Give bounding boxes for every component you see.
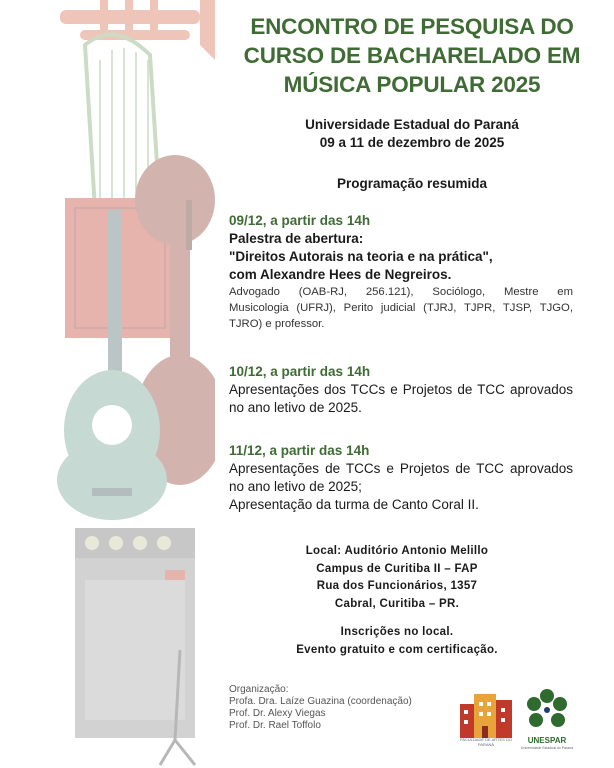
- registration-line2: Evento gratuito e com certificação.: [296, 643, 498, 656]
- day1-bio-line2: Musicologia (UFRJ), Perito judicial (TJRJ, TJPR, TJSP, TJGO,: [229, 302, 573, 314]
- university-block: [222, 116, 602, 152]
- day1-bio-line3: TJRO) e professor.: [229, 318, 325, 330]
- venue-line3: Rua dos Funcionários, 1357: [316, 580, 478, 592]
- registration-block: [222, 624, 572, 659]
- organization-member: Prof. Dr. Rael Toffolo: [229, 720, 321, 731]
- fap-logo-icon: [458, 690, 514, 738]
- event-title-line2: CURSO DE BACHARELADO EM: [243, 43, 581, 68]
- day3-date: 11/12, a partir das 14h: [229, 443, 370, 458]
- fap-logo-caption: FACULDADE DE ARTES DO PARANÁ: [460, 737, 512, 747]
- organization-member: Prof. Dr. Alexy Viegas: [229, 708, 326, 719]
- day2-block: [229, 363, 573, 417]
- day1-block: [229, 212, 573, 332]
- venue-block: [222, 543, 572, 613]
- day3-line1: Apresentações de TCCs e Projetos de TCC aprovados: [229, 461, 573, 476]
- organization-block: [229, 684, 412, 732]
- day2-date: 10/12, a partir das 14h: [229, 364, 371, 379]
- day1-talk-title: "Direitos Autorais na teoria e na prática",: [229, 249, 493, 264]
- organization-label: Organização:: [229, 684, 289, 695]
- day3-line2: no ano letivo de 2025;: [229, 479, 362, 494]
- summary-heading: Programação resumida: [336, 176, 488, 191]
- event-title-line1: ENCONTRO DE PESQUISA DO: [250, 14, 574, 39]
- venue-line2: Campus de Curitiba II – FAP: [316, 562, 478, 575]
- day1-talk-label: Palestra de abertura:: [229, 231, 364, 246]
- event-title: [222, 12, 602, 99]
- event-title-line3: MÚSICA POPULAR 2025: [283, 72, 541, 97]
- registration-line1: Inscrições no local.: [340, 626, 454, 638]
- day2-line2: no ano letivo de 2025.: [229, 400, 362, 415]
- organization-member: Profa. Dra. Laíze Guazina (coordenação): [229, 696, 412, 707]
- unespar-logo-caption: Universidade Estadual do Paraná: [520, 746, 574, 750]
- venue-line4: Cabral, Curitiba – PR.: [334, 597, 460, 610]
- unespar-logo-icon: [522, 686, 572, 736]
- day1-date: 09/12, a partir das 14h: [229, 213, 371, 228]
- event-dates: 09 a 11 de dezembro de 2025: [319, 135, 505, 150]
- day3-block: [229, 442, 573, 514]
- unespar-logo-name: UNESPAR: [527, 736, 567, 745]
- day1-bio-line1: Advogado (OAB-RJ, 256.121), Sociólogo, Mestre em: [229, 286, 573, 298]
- day2-line1: Apresentações dos TCCs e Projetos de TCC aprovados: [229, 382, 573, 397]
- day1-speaker: com Alexandre Hees de Negreiros.: [229, 267, 452, 282]
- day3-line3: Apresentação da turma de Canto Coral II.: [229, 497, 479, 512]
- university-name: Universidade Estadual do Paraná: [305, 117, 519, 132]
- venue-line1: Local: Auditório Antonio Melillo: [305, 545, 489, 557]
